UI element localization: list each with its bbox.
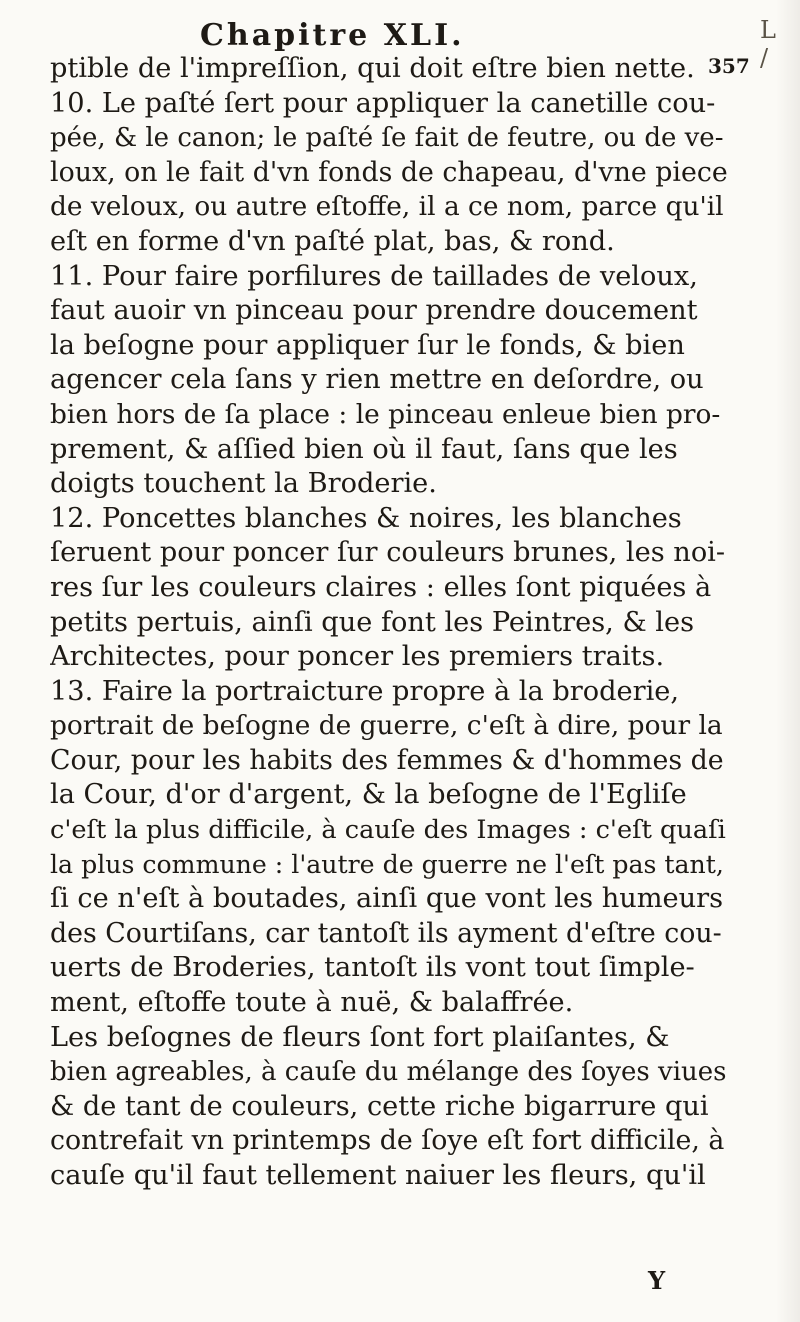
text-line: la plus commune : l'autre de guerre ne l'eſt pas tant, <box>50 849 724 879</box>
text-line: ſi ce n'eſt à boutades, ainſi que vont les humeurs <box>50 883 724 915</box>
text-line: portrait de beſogne de guerre, c'eſt à dire, pour la <box>50 710 723 742</box>
body-text <box>50 52 728 1194</box>
text-line: res ſur les couleurs claires : elles ſont piquées à <box>50 571 712 603</box>
text-line: cauſe qu'il faut tellement naiuer les fleurs, qu'il <box>50 1160 706 1191</box>
page-edge-shadow <box>776 0 800 1322</box>
text-line: eſt en forme d'vn paſté plat, bas, & rond. <box>50 225 615 257</box>
text-line: loux, on le fait d'vn fonds de chapeau, d'vne piece <box>50 156 728 188</box>
text-line: uerts de Broderies, tantoſt ils vont tout ſimple- <box>50 952 695 984</box>
text-line: la beſogne pour appliquer ſur le fonds, & bien <box>50 329 685 361</box>
text-line: la Cour, d'or d'argent, & la beſogne de l'Egliſe <box>50 779 687 811</box>
text-line: bien agreables, à cauſe du mélange des ſoyes viues <box>50 1057 727 1088</box>
text-line: ment, eſtoffe toute à nuë, & balaffrée. <box>50 987 574 1019</box>
text-line: petits pertuis, ainſi que font les Peintres, & les <box>50 606 695 638</box>
text-line: c'eſt la plus difficile, à cauſe des Images : c'eſt quaſi <box>50 815 726 846</box>
text-line: 10. Le paſté ſert pour appliquer la canetille cou- <box>50 87 716 119</box>
text-line: & de tant de couleurs, cette riche bigarrure qui <box>50 1090 709 1122</box>
text-line: de veloux, ou autre eſtoffe, il a ce nom, parce qu'il <box>50 191 724 223</box>
text-line: ptible de l'impreſſion, qui doit eſtre bien nette. <box>50 53 695 84</box>
text-line: contrefait vn printemps de ſoye eſt fort difficile, à <box>50 1125 725 1157</box>
margin-mark: L / <box>760 16 776 72</box>
text-line: 13. Faire la portraicture propre à la broderie, <box>50 675 680 707</box>
text-line: 12. Poncettes blanches & noires, les blanches <box>50 502 682 534</box>
text-line: prement, & aſſied bien où il faut, ſans que les <box>50 433 678 465</box>
text-line: faut auoir vn pinceau pour prendre doucement <box>50 295 698 327</box>
text-line: Cour, pour les habits des femmes & d'hommes de <box>50 744 724 776</box>
catchword: Y <box>648 1266 666 1295</box>
running-head: Chapitre XLI. <box>200 18 465 53</box>
text-line: 11. Pour faire porfilures de taillades de veloux, <box>50 260 698 292</box>
text-line: agencer cela ſans y rien mettre en deſordre, ou <box>50 364 704 396</box>
text-line: bien hors de ſa place : le pinceau enleue bien pro- <box>50 398 721 430</box>
text-line: Les beſognes de fleurs ſont fort plaiſantes, & <box>50 1021 670 1053</box>
page-number: 357 <box>708 54 750 78</box>
text-line: Architectes, pour poncer les premiers traits. <box>50 641 665 673</box>
text-line: pée, & le canon; le paſté ſe fait de feutre, ou de ve- <box>50 123 724 154</box>
text-line: ſeruent pour poncer ſur couleurs brunes, les noi- <box>50 537 726 569</box>
text-line: doigts touchent la Broderie. <box>50 468 437 500</box>
text-line: des Courtiſans, car tantoſt ils ayment d'eſtre cou- <box>50 917 722 949</box>
